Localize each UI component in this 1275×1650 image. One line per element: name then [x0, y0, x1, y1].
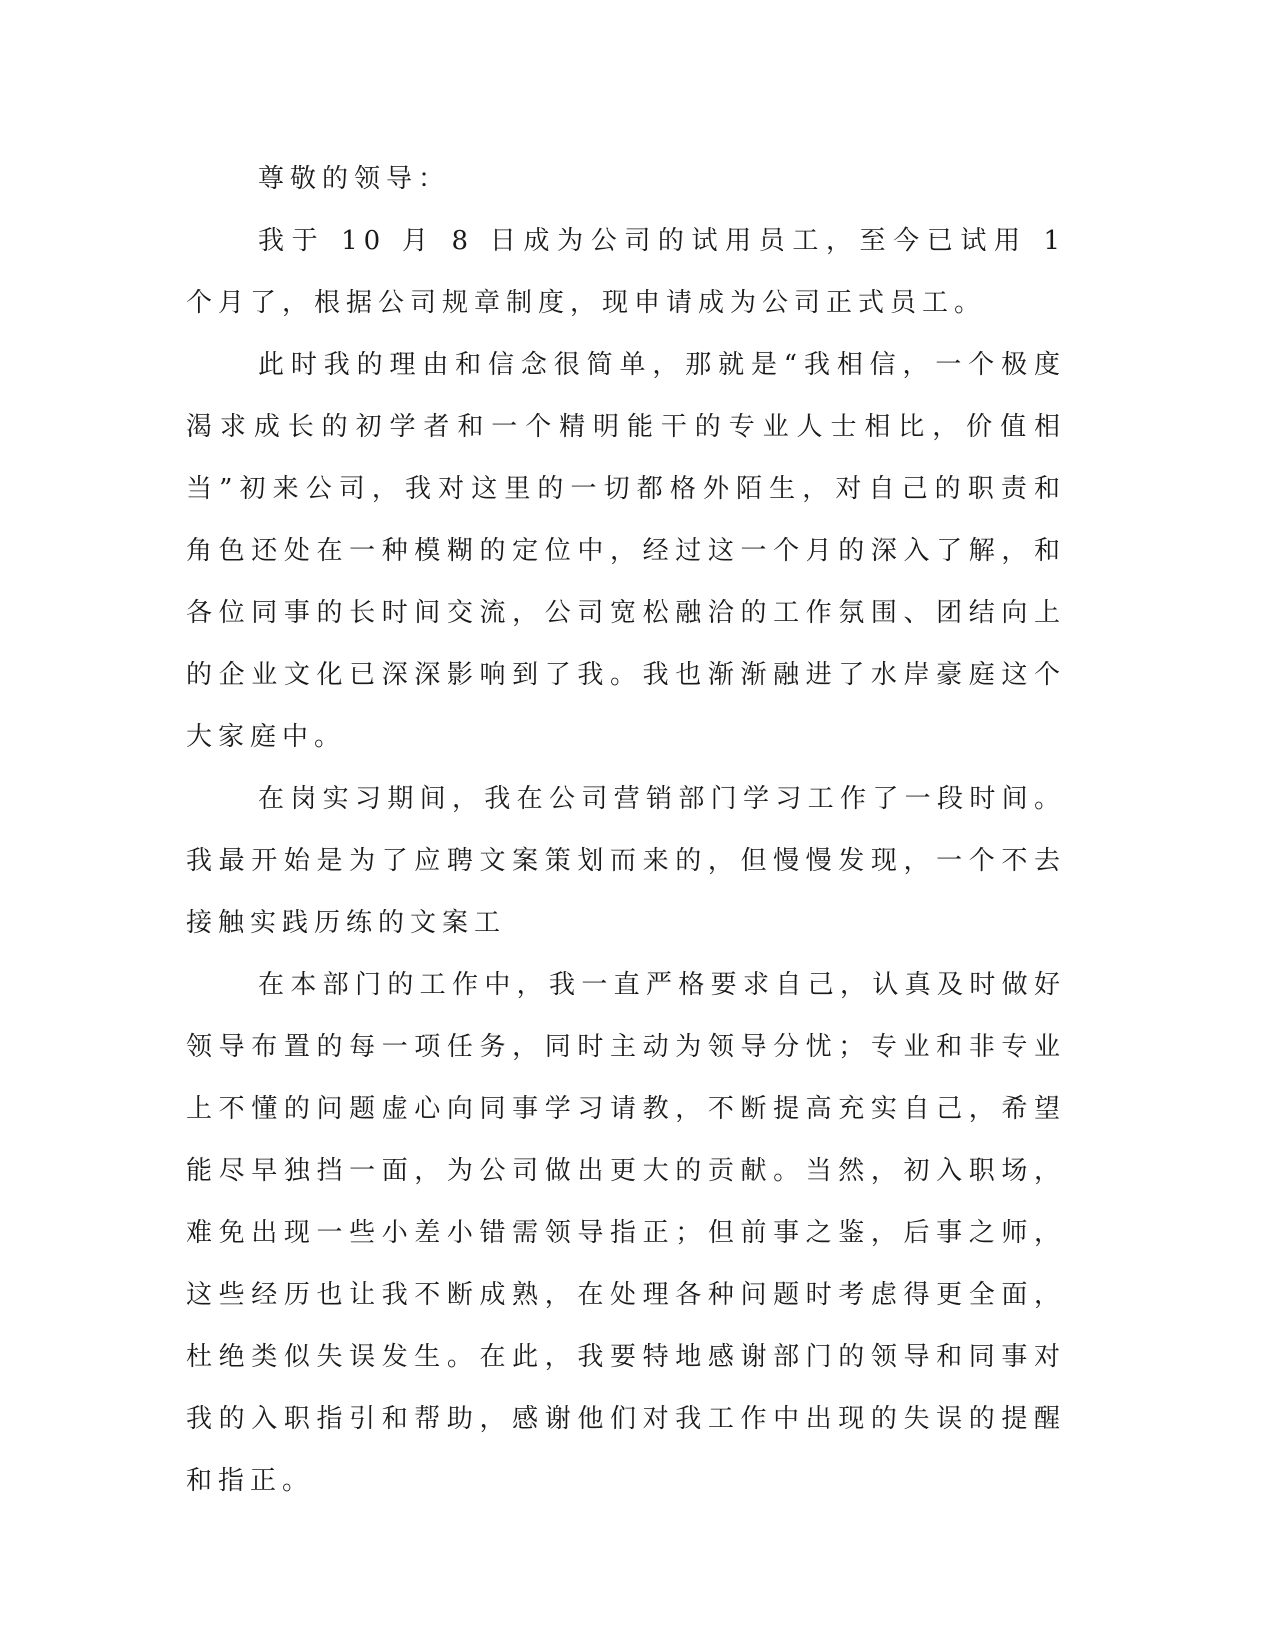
paragraph-1: 我于 10 月 8 日成为公司的试用员工，至今已试用 1 个月了，根据公司规章制度，现申请成为公司正式员工。 — [186, 226, 1066, 318]
paragraph-4: 在本部门的工作中，我一直严格要求自己，认真及时做好领导布置的每一项任务，同时主动为领导分忧；专业和非专业上不懂的问题虚心向同事学习请教，不断提高充实自己，希望能尽早独挡一面，为公司做出更大的贡献。当然，初入职场，难免出现一些小差小错需领导指正；但前事之鉴，后事之师，这些经历也让我不断成熟，在处理各种问题时考虑得更全面，杜绝类似失误发生。在此，我要特地感谢部门的领导和同事对我的入职指引和帮助，感谢他们对我工作中出现的失误的提醒和指正。 — [186, 970, 1066, 1496]
paragraph-2: 此时我的理由和信念很简单，那就是“我相信，一个极度渴求成长的初学者和一个精明能干的专业人士相比，价值相当”初来公司，我对这里的一切都格外陌生，对自己的职责和角色还处在一种模糊的定位中，经过这一个月的深入了解，和各位同事的长时间交流，公司宽松融洽的工作氛围、团结向上的企业文化已深深影响到了我。我也渐渐融进了水岸豪庭这个大家庭中。 — [186, 350, 1066, 752]
salutation: 尊敬的领导： — [258, 164, 451, 194]
letter-body — [186, 148, 1066, 1512]
paragraph-3: 在岗实习期间，我在公司营销部门学习工作了一段时间。我最开始是为了应聘文案策划而来的，但慢慢发现，一个不去接触实践历练的文案工 — [186, 784, 1066, 938]
